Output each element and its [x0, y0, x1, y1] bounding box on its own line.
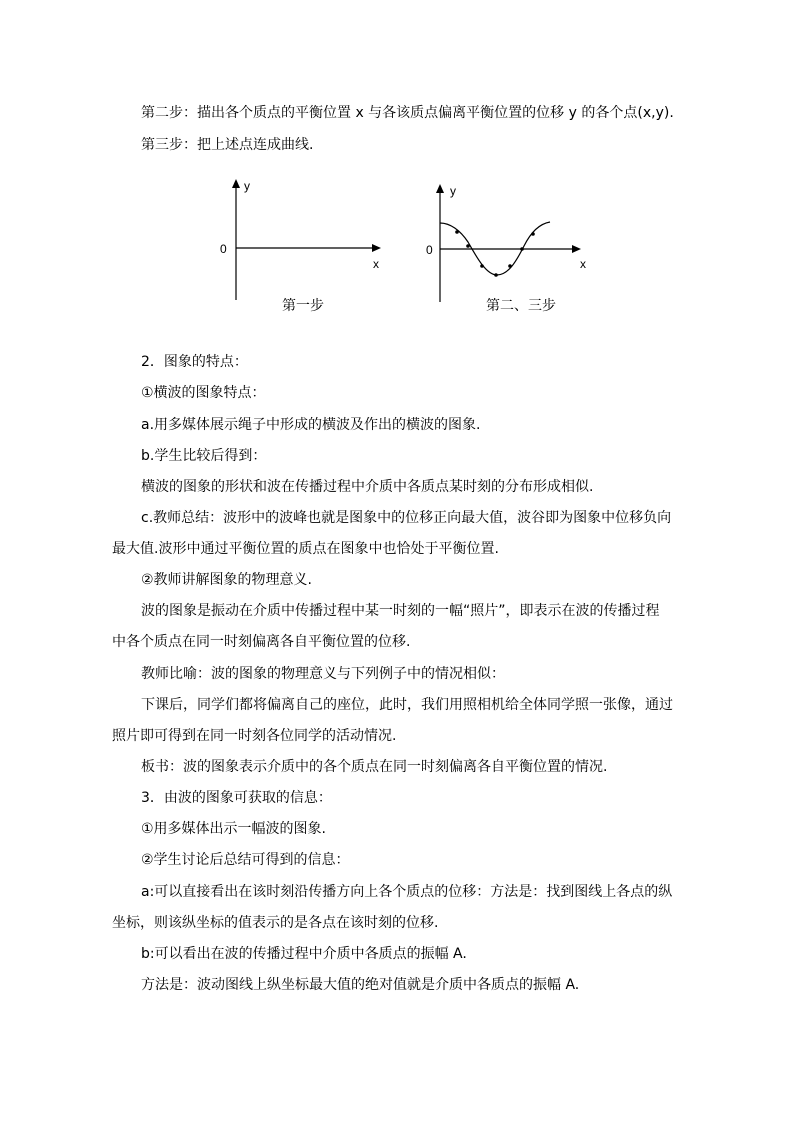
y-axis-label: y: [244, 179, 250, 193]
body-line: 横波的图象的形状和波在传播过程中介质中各质点某时刻的分布形成相似.: [141, 479, 594, 495]
x-axis-label: x: [373, 257, 379, 271]
wave-point: [480, 264, 484, 268]
wave-point: [508, 264, 512, 268]
figure-step23-caption: 第二、三步: [486, 298, 556, 314]
wave-point: [531, 232, 535, 236]
origin-label: 0: [220, 242, 227, 256]
y-axis-arrow: [232, 179, 240, 188]
section-3-heading: 3．由波的图象可获取的信息：: [141, 790, 332, 806]
body-line: ②学生讨论后总结可得到的信息：: [141, 852, 350, 868]
body-line: a.用多媒体展示绳子中形成的横波及作出的横波的图象.: [141, 417, 481, 433]
figure-step1-axes: [210, 175, 400, 305]
wave-point: [455, 230, 459, 234]
body-line: 坐标，则该纵坐标的值表示的是各点在该时刻的位移.: [112, 915, 439, 931]
figure-step1-caption: 第一步: [282, 298, 324, 314]
body-line: 中各个质点在同一时刻偏离各自平衡位置的位移.: [112, 634, 411, 650]
body-line: 下课后，同学们都将偏离自己的座位，此时，我们用照相机给全体同学照一张像，通过: [141, 697, 673, 713]
body-line: 方法是：波动图线上纵坐标最大值的绝对值就是介质中各质点的振幅 A.: [141, 977, 580, 993]
body-line: b.学生比较后得到：: [141, 448, 267, 464]
body-line: a:可以直接看出在该时刻沿传播方向上各个质点的位移：方法是：找到图线上各点的纵: [141, 884, 673, 900]
body-line: ①横波的图象特点：: [141, 385, 266, 401]
y-axis-label: y: [450, 184, 456, 198]
x-axis-label: x: [580, 257, 586, 271]
x-axis-arrow: [372, 244, 381, 252]
body-line: ①用多媒体出示一幅波的图象.: [141, 821, 327, 837]
body-line: c.教师总结：波形中的波峰也就是图象中的位移正向最大值，波谷即为图象中位移负向: [141, 510, 672, 526]
body-line: 教师比喻：波的图象的物理意义与下列例子中的情况相似：: [141, 666, 505, 682]
figure-step23-wave: [410, 180, 600, 305]
wave-point: [494, 273, 498, 277]
step-2-text: 第二步：描出各个质点的平衡位置 x 与各该质点偏离平衡位置的位移 y 的各个点(x,y).: [141, 105, 674, 121]
body-line: 波的图象是振动在介质中传播过程中某一时刻的一幅“照片”，即表示在波的传播过程: [141, 603, 660, 619]
x-axis-arrow: [572, 245, 581, 253]
body-line: b:可以看出在波的传播过程中介质中各质点的振幅 A.: [141, 946, 467, 962]
wave-point: [520, 247, 524, 251]
y-axis-arrow: [436, 184, 444, 193]
step-3-text: 第三步：把上述点连成曲线.: [141, 137, 314, 153]
section-2-heading: 2．图象的特点：: [141, 354, 248, 370]
body-line: ②教师讲解图象的物理意义.: [141, 572, 313, 588]
origin-label: 0: [426, 243, 433, 257]
body-line: 最大值.波形中通过平衡位置的质点在图象中也恰处于平衡位置.: [112, 541, 499, 557]
body-line: 板书：波的图象表示介质中的各个质点在同一时刻偏离各自平衡位置的情况.: [141, 759, 608, 775]
body-line: 照片即可得到在同一时刻各位同学的活动情况.: [112, 728, 397, 744]
wave-point: [466, 244, 470, 248]
